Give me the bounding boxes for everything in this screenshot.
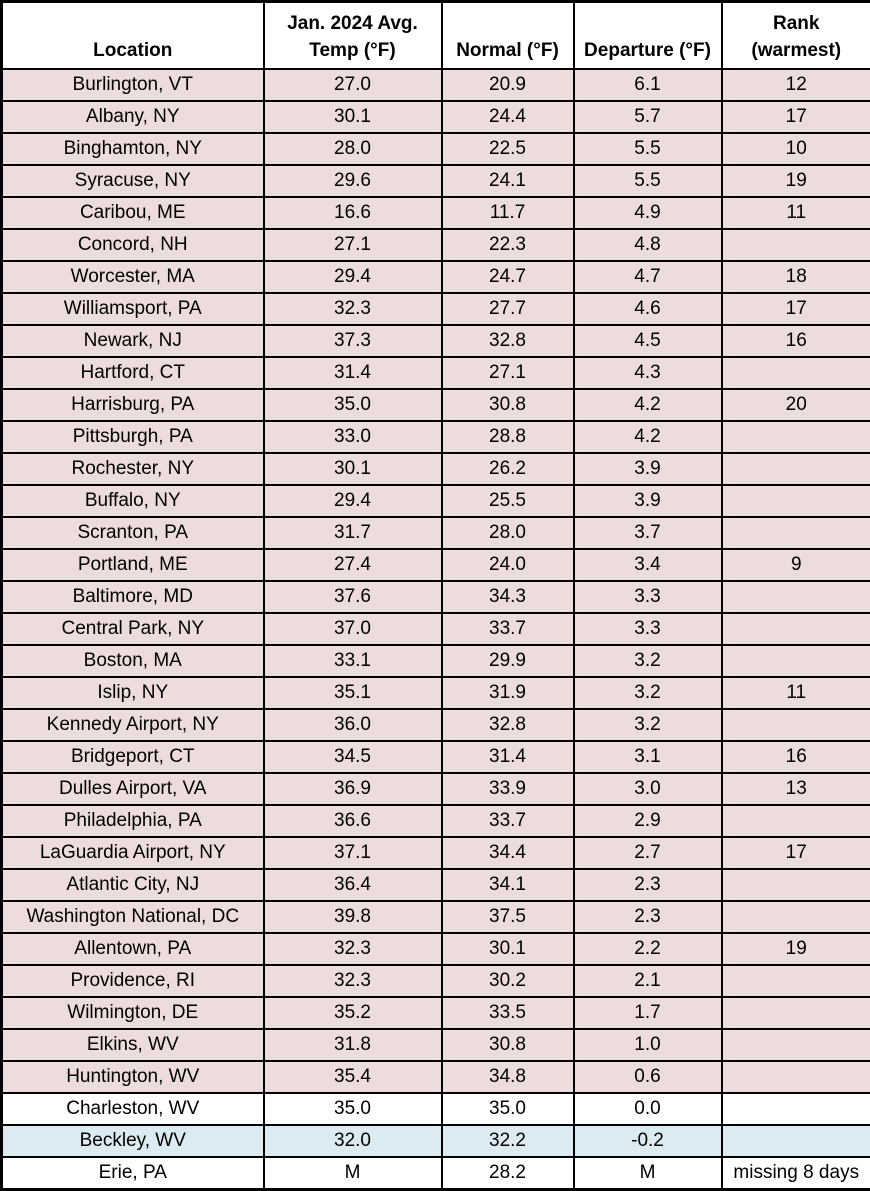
normal-cell: 34.1 bbox=[442, 869, 574, 901]
normal-cell: 35.0 bbox=[442, 1093, 574, 1125]
temp-cell: 34.5 bbox=[264, 741, 442, 773]
table-row bbox=[2, 133, 870, 165]
table-row bbox=[2, 325, 870, 357]
table-row bbox=[2, 1093, 870, 1125]
departure-cell: 6.1 bbox=[574, 69, 722, 101]
rank-cell bbox=[722, 997, 870, 1029]
temp-cell: 27.1 bbox=[264, 229, 442, 261]
normal-cell: 11.7 bbox=[442, 197, 574, 229]
departure-cell: 3.9 bbox=[574, 485, 722, 517]
rank-cell bbox=[722, 805, 870, 837]
departure-cell: 5.5 bbox=[574, 133, 722, 165]
location-cell: Williamsport, PA bbox=[2, 293, 264, 325]
temp-cell: 36.0 bbox=[264, 709, 442, 741]
location-cell: Beckley, WV bbox=[2, 1125, 264, 1157]
table-row bbox=[2, 645, 870, 677]
table-row bbox=[2, 677, 870, 709]
rank-cell bbox=[722, 613, 870, 645]
table-row bbox=[2, 805, 870, 837]
departure-cell: 1.0 bbox=[574, 1029, 722, 1061]
table-header bbox=[2, 2, 870, 70]
table-row bbox=[2, 453, 870, 485]
location-cell: Boston, MA bbox=[2, 645, 264, 677]
header-rank-line1: Rank bbox=[723, 10, 870, 38]
rank-cell bbox=[722, 645, 870, 677]
header-temp-line1: Jan. 2024 Avg. bbox=[265, 10, 441, 38]
table-row bbox=[2, 197, 870, 229]
location-cell: Bridgeport, CT bbox=[2, 741, 264, 773]
normal-cell: 33.9 bbox=[442, 773, 574, 805]
location-cell: Elkins, WV bbox=[2, 1029, 264, 1061]
location-cell: Philadelphia, PA bbox=[2, 805, 264, 837]
location-cell: Wilmington, DE bbox=[2, 997, 264, 1029]
normal-cell: 34.3 bbox=[442, 581, 574, 613]
departure-cell: M bbox=[574, 1157, 722, 1190]
location-cell: Providence, RI bbox=[2, 965, 264, 997]
normal-cell: 31.9 bbox=[442, 677, 574, 709]
normal-cell: 29.9 bbox=[442, 645, 574, 677]
normal-cell: 32.8 bbox=[442, 325, 574, 357]
location-cell: Kennedy Airport, NY bbox=[2, 709, 264, 741]
departure-cell: 1.7 bbox=[574, 997, 722, 1029]
normal-cell: 28.8 bbox=[442, 421, 574, 453]
rank-cell: 17 bbox=[722, 293, 870, 325]
rank-cell: 11 bbox=[722, 197, 870, 229]
table-row bbox=[2, 165, 870, 197]
table-row bbox=[2, 1125, 870, 1157]
rank-cell: 10 bbox=[722, 133, 870, 165]
normal-cell: 33.5 bbox=[442, 997, 574, 1029]
normal-cell: 28.0 bbox=[442, 517, 574, 549]
temp-cell: 30.1 bbox=[264, 453, 442, 485]
departure-cell: 4.2 bbox=[574, 421, 722, 453]
table-row bbox=[2, 933, 870, 965]
departure-cell: 3.2 bbox=[574, 709, 722, 741]
rank-cell: missing 8 days bbox=[722, 1157, 870, 1190]
departure-cell: 2.3 bbox=[574, 901, 722, 933]
location-cell: Binghamton, NY bbox=[2, 133, 264, 165]
temp-cell: 31.8 bbox=[264, 1029, 442, 1061]
header-temp-line2: Temp (°F) bbox=[265, 37, 441, 65]
location-cell: Huntington, WV bbox=[2, 1061, 264, 1093]
location-cell: Albany, NY bbox=[2, 101, 264, 133]
temp-cell: 32.3 bbox=[264, 965, 442, 997]
departure-cell: 2.1 bbox=[574, 965, 722, 997]
departure-cell: 4.5 bbox=[574, 325, 722, 357]
column-header-departure bbox=[574, 2, 722, 70]
header-normal-label: Normal (°F) bbox=[443, 37, 573, 65]
departure-cell: 2.9 bbox=[574, 805, 722, 837]
rank-cell bbox=[722, 357, 870, 389]
table-row bbox=[2, 229, 870, 261]
column-header-avg-temp bbox=[264, 2, 442, 70]
rank-cell: 12 bbox=[722, 69, 870, 101]
temp-cell: 32.3 bbox=[264, 933, 442, 965]
table-row bbox=[2, 261, 870, 293]
rank-cell bbox=[722, 453, 870, 485]
departure-cell: 3.2 bbox=[574, 677, 722, 709]
rank-cell: 13 bbox=[722, 773, 870, 805]
normal-cell: 34.4 bbox=[442, 837, 574, 869]
rank-cell bbox=[722, 709, 870, 741]
normal-cell: 32.2 bbox=[442, 1125, 574, 1157]
departure-cell: 2.2 bbox=[574, 933, 722, 965]
rank-cell bbox=[722, 421, 870, 453]
rank-cell: 16 bbox=[722, 325, 870, 357]
departure-cell: 0.6 bbox=[574, 1061, 722, 1093]
rank-cell: 9 bbox=[722, 549, 870, 581]
header-row bbox=[2, 2, 870, 70]
table-row bbox=[2, 869, 870, 901]
normal-cell: 33.7 bbox=[442, 805, 574, 837]
temp-cell: 35.0 bbox=[264, 1093, 442, 1125]
table-row bbox=[2, 965, 870, 997]
location-cell: Buffalo, NY bbox=[2, 485, 264, 517]
temp-cell: 35.2 bbox=[264, 997, 442, 1029]
temp-cell: 33.0 bbox=[264, 421, 442, 453]
table-row bbox=[2, 837, 870, 869]
temp-cell: 29.4 bbox=[264, 261, 442, 293]
departure-cell: 0.0 bbox=[574, 1093, 722, 1125]
normal-cell: 37.5 bbox=[442, 901, 574, 933]
rank-cell: 16 bbox=[722, 741, 870, 773]
departure-cell: 3.1 bbox=[574, 741, 722, 773]
departure-cell: 4.7 bbox=[574, 261, 722, 293]
location-cell: Newark, NJ bbox=[2, 325, 264, 357]
departure-cell: 5.7 bbox=[574, 101, 722, 133]
departure-cell: 4.6 bbox=[574, 293, 722, 325]
table-row bbox=[2, 997, 870, 1029]
temp-cell: 36.4 bbox=[264, 869, 442, 901]
temp-cell: 37.1 bbox=[264, 837, 442, 869]
temp-cell: 29.4 bbox=[264, 485, 442, 517]
temp-cell: 36.6 bbox=[264, 805, 442, 837]
temp-cell: 29.6 bbox=[264, 165, 442, 197]
normal-cell: 31.4 bbox=[442, 741, 574, 773]
normal-cell: 27.1 bbox=[442, 357, 574, 389]
temp-cell: 35.0 bbox=[264, 389, 442, 421]
table-row bbox=[2, 549, 870, 581]
departure-cell: 5.5 bbox=[574, 165, 722, 197]
normal-cell: 24.1 bbox=[442, 165, 574, 197]
departure-cell: 4.9 bbox=[574, 197, 722, 229]
table-row bbox=[2, 901, 870, 933]
location-cell: Burlington, VT bbox=[2, 69, 264, 101]
rank-cell bbox=[722, 1125, 870, 1157]
temp-cell: 33.1 bbox=[264, 645, 442, 677]
normal-cell: 28.2 bbox=[442, 1157, 574, 1190]
normal-cell: 30.8 bbox=[442, 389, 574, 421]
location-cell: Allentown, PA bbox=[2, 933, 264, 965]
location-cell: Islip, NY bbox=[2, 677, 264, 709]
departure-cell: 3.3 bbox=[574, 613, 722, 645]
departure-cell: 4.3 bbox=[574, 357, 722, 389]
normal-cell: 22.3 bbox=[442, 229, 574, 261]
column-header-rank bbox=[722, 2, 870, 70]
temp-cell: 36.9 bbox=[264, 773, 442, 805]
location-cell: Portland, ME bbox=[2, 549, 264, 581]
temp-cell: 37.6 bbox=[264, 581, 442, 613]
location-cell: Central Park, NY bbox=[2, 613, 264, 645]
table-row bbox=[2, 293, 870, 325]
rank-cell: 19 bbox=[722, 165, 870, 197]
table-body bbox=[2, 69, 870, 1190]
table-row bbox=[2, 709, 870, 741]
normal-cell: 20.9 bbox=[442, 69, 574, 101]
location-cell: Scranton, PA bbox=[2, 517, 264, 549]
header-rank-line2: (warmest) bbox=[723, 37, 870, 65]
temp-cell: 35.4 bbox=[264, 1061, 442, 1093]
column-header-location bbox=[2, 2, 264, 70]
table-row bbox=[2, 421, 870, 453]
rank-cell bbox=[722, 229, 870, 261]
rank-cell: 18 bbox=[722, 261, 870, 293]
rank-cell: 11 bbox=[722, 677, 870, 709]
rank-cell bbox=[722, 901, 870, 933]
location-cell: Hartford, CT bbox=[2, 357, 264, 389]
temp-cell: 35.1 bbox=[264, 677, 442, 709]
departure-cell: 2.7 bbox=[574, 837, 722, 869]
normal-cell: 33.7 bbox=[442, 613, 574, 645]
location-cell: Concord, NH bbox=[2, 229, 264, 261]
rank-cell bbox=[722, 1093, 870, 1125]
location-cell: Harrisburg, PA bbox=[2, 389, 264, 421]
rank-cell: 20 bbox=[722, 389, 870, 421]
temp-cell: 16.6 bbox=[264, 197, 442, 229]
header-departure-label: Departure (°F) bbox=[575, 37, 721, 65]
rank-cell bbox=[722, 869, 870, 901]
departure-cell: -0.2 bbox=[574, 1125, 722, 1157]
departure-cell: 2.3 bbox=[574, 869, 722, 901]
departure-cell: 4.2 bbox=[574, 389, 722, 421]
location-cell: LaGuardia Airport, NY bbox=[2, 837, 264, 869]
departure-cell: 4.8 bbox=[574, 229, 722, 261]
rank-cell: 17 bbox=[722, 837, 870, 869]
column-header-normal bbox=[442, 2, 574, 70]
location-cell: Atlantic City, NJ bbox=[2, 869, 264, 901]
location-cell: Dulles Airport, VA bbox=[2, 773, 264, 805]
table-row bbox=[2, 581, 870, 613]
temp-cell: 37.3 bbox=[264, 325, 442, 357]
departure-cell: 3.7 bbox=[574, 517, 722, 549]
location-cell: Baltimore, MD bbox=[2, 581, 264, 613]
rank-cell: 19 bbox=[722, 933, 870, 965]
departure-cell: 3.0 bbox=[574, 773, 722, 805]
location-cell: Washington National, DC bbox=[2, 901, 264, 933]
normal-cell: 27.7 bbox=[442, 293, 574, 325]
table-row bbox=[2, 741, 870, 773]
normal-cell: 24.0 bbox=[442, 549, 574, 581]
normal-cell: 22.5 bbox=[442, 133, 574, 165]
normal-cell: 30.1 bbox=[442, 933, 574, 965]
normal-cell: 34.8 bbox=[442, 1061, 574, 1093]
table-row bbox=[2, 1061, 870, 1093]
temp-cell: 30.1 bbox=[264, 101, 442, 133]
departure-cell: 3.9 bbox=[574, 453, 722, 485]
departure-cell: 3.3 bbox=[574, 581, 722, 613]
table-row bbox=[2, 357, 870, 389]
normal-cell: 30.2 bbox=[442, 965, 574, 997]
rank-cell: 17 bbox=[722, 101, 870, 133]
rank-cell bbox=[722, 517, 870, 549]
rank-cell bbox=[722, 965, 870, 997]
temp-cell: 31.4 bbox=[264, 357, 442, 389]
temp-cell: 28.0 bbox=[264, 133, 442, 165]
table-row bbox=[2, 517, 870, 549]
temp-cell: 27.0 bbox=[264, 69, 442, 101]
table-row bbox=[2, 613, 870, 645]
temp-cell: 37.0 bbox=[264, 613, 442, 645]
normal-cell: 26.2 bbox=[442, 453, 574, 485]
departure-cell: 3.2 bbox=[574, 645, 722, 677]
location-cell: Rochester, NY bbox=[2, 453, 264, 485]
table-row bbox=[2, 485, 870, 517]
location-cell: Charleston, WV bbox=[2, 1093, 264, 1125]
normal-cell: 24.4 bbox=[442, 101, 574, 133]
normal-cell: 25.5 bbox=[442, 485, 574, 517]
table-row bbox=[2, 69, 870, 101]
header-location-label: Location bbox=[3, 37, 263, 65]
location-cell: Erie, PA bbox=[2, 1157, 264, 1190]
location-cell: Pittsburgh, PA bbox=[2, 421, 264, 453]
table-row bbox=[2, 1157, 870, 1190]
normal-cell: 32.8 bbox=[442, 709, 574, 741]
normal-cell: 24.7 bbox=[442, 261, 574, 293]
rank-cell bbox=[722, 1029, 870, 1061]
temp-cell: 39.8 bbox=[264, 901, 442, 933]
location-cell: Caribou, ME bbox=[2, 197, 264, 229]
rank-cell bbox=[722, 485, 870, 517]
table-row bbox=[2, 773, 870, 805]
rank-cell bbox=[722, 1061, 870, 1093]
temp-cell: M bbox=[264, 1157, 442, 1190]
table-row bbox=[2, 389, 870, 421]
temp-cell: 31.7 bbox=[264, 517, 442, 549]
normal-cell: 30.8 bbox=[442, 1029, 574, 1061]
temp-cell: 27.4 bbox=[264, 549, 442, 581]
table-row bbox=[2, 101, 870, 133]
departure-cell: 3.4 bbox=[574, 549, 722, 581]
temp-cell: 32.3 bbox=[264, 293, 442, 325]
table-row bbox=[2, 1029, 870, 1061]
temp-cell: 32.0 bbox=[264, 1125, 442, 1157]
rank-cell bbox=[722, 581, 870, 613]
location-cell: Syracuse, NY bbox=[2, 165, 264, 197]
location-cell: Worcester, MA bbox=[2, 261, 264, 293]
